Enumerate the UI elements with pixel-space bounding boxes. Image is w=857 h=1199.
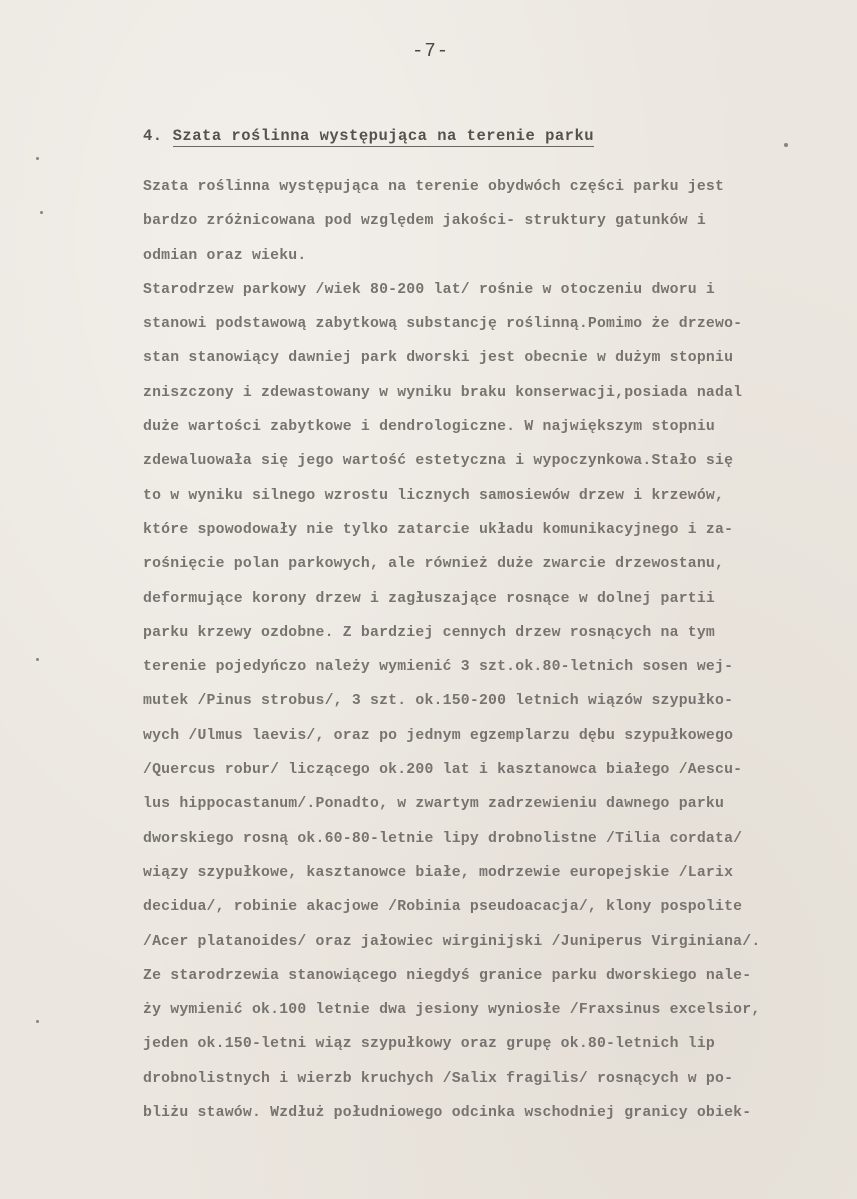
text-line: odmian oraz wieku. — [143, 247, 307, 264]
text-line: Ze starodrzewia stanowiącego niegdyś granice parku dworskiego nale- — [143, 967, 752, 984]
text-line: mutek /Pinus strobus/, 3 szt. ok.150-200 letnich wiązów szypułko- — [143, 693, 734, 710]
section-heading — [143, 127, 594, 145]
paper-speck — [784, 143, 788, 147]
section-number: 4. — [143, 127, 163, 145]
text-line: zdewaluowała się jego wartość estetyczna i wypoczynkowa.Stało się — [143, 453, 734, 470]
text-line: bliżu stawów. Wzdłuż południowego odcinka wschodniej granicy obiek- — [143, 1105, 752, 1122]
text-line: parku krzewy ozdobne. Z bardziej cennych drzew rosnących na tym — [143, 624, 716, 641]
text-line: deformujące korony drzew i zagłuszające rosnące w dolnej partii — [143, 590, 716, 607]
paper-speck — [36, 658, 39, 661]
text-line: rośnięcie polan parkowych, ale również duże zwarcie drzewostanu, — [143, 556, 725, 573]
text-line: dworskiego rosną ok.60-80-letnie lipy drobnolistne /Tilia cordata/ — [143, 830, 743, 847]
paper-speck — [36, 157, 39, 160]
text-line: wiązy szypułkowe, kasztanowce białe, modrzewie europejskie /Larix — [143, 864, 734, 881]
text-line: lus hippocastanum/.Ponadto, w zwartym zadrzewieniu dawnego parku — [143, 796, 725, 813]
page-number: -7- — [412, 40, 450, 62]
paper-speck — [40, 211, 43, 214]
body-paragraph — [143, 175, 855, 1135]
text-line: Szata roślinna występująca na terenie obydwóch części parku jest — [143, 179, 725, 195]
text-line: stanowi podstawową zabytkową substancję roślinną.Pomimo że drzewo- — [143, 316, 743, 333]
text-line: terenie pojedyńczo należy wymienić 3 szt.ok.80-letnich sosen wej- — [143, 659, 734, 676]
text-line: zniszczony i zdewastowany w wyniku braku konserwacji,posiada nadal — [143, 384, 743, 401]
paper-speck — [36, 1020, 39, 1023]
text-line: to w wyniku silnego wzrostu licznych samosiewów drzew i krzewów, — [143, 487, 725, 504]
text-line: decidua/, robinie akacjowe /Robinia pseudoacacja/, klony pospolite — [143, 899, 743, 916]
text-line: /Acer platanoides/ oraz jałowiec wirginijski /Juniperus Virginiana/. — [143, 933, 761, 950]
section-title: Szata roślinna występująca na terenie parku — [172, 127, 595, 145]
text-line: które spowodowały nie tylko zatarcie układu komunikacyjnego i za- — [143, 521, 734, 538]
text-line: Starodrzew parkowy /wiek 80-200 lat/ rośnie w otoczeniu dworu i — [143, 281, 716, 298]
text-line: drobnolistnych i wierzb kruchych /Salix fragilis/ rosnących w po- — [143, 1070, 734, 1087]
text-line: wych /Ulmus laevis/, oraz po jednym egzemplarzu dębu szypułkowego — [143, 727, 734, 744]
text-line: bardzo zróżnicowana pod względem jakości- struktury gatunków i — [143, 213, 706, 230]
text-line: stan stanowiący dawniej park dworski jest obecnie w dużym stopniu — [143, 350, 734, 367]
text-line: duże wartości zabytkowe i dendrologiczne. W największym stopniu — [143, 419, 716, 436]
text-line: ży wymienić ok.100 letnie dwa jesiony wyniosłe /Fraxsinus excelsior, — [143, 1002, 761, 1019]
text-line: /Quercus robur/ liczącego ok.200 lat i kasztanowca białego /Aescu- — [143, 762, 743, 779]
text-line: jeden ok.150-letni wiąz szypułkowy oraz grupę ok.80-letnich lip — [143, 1036, 716, 1053]
